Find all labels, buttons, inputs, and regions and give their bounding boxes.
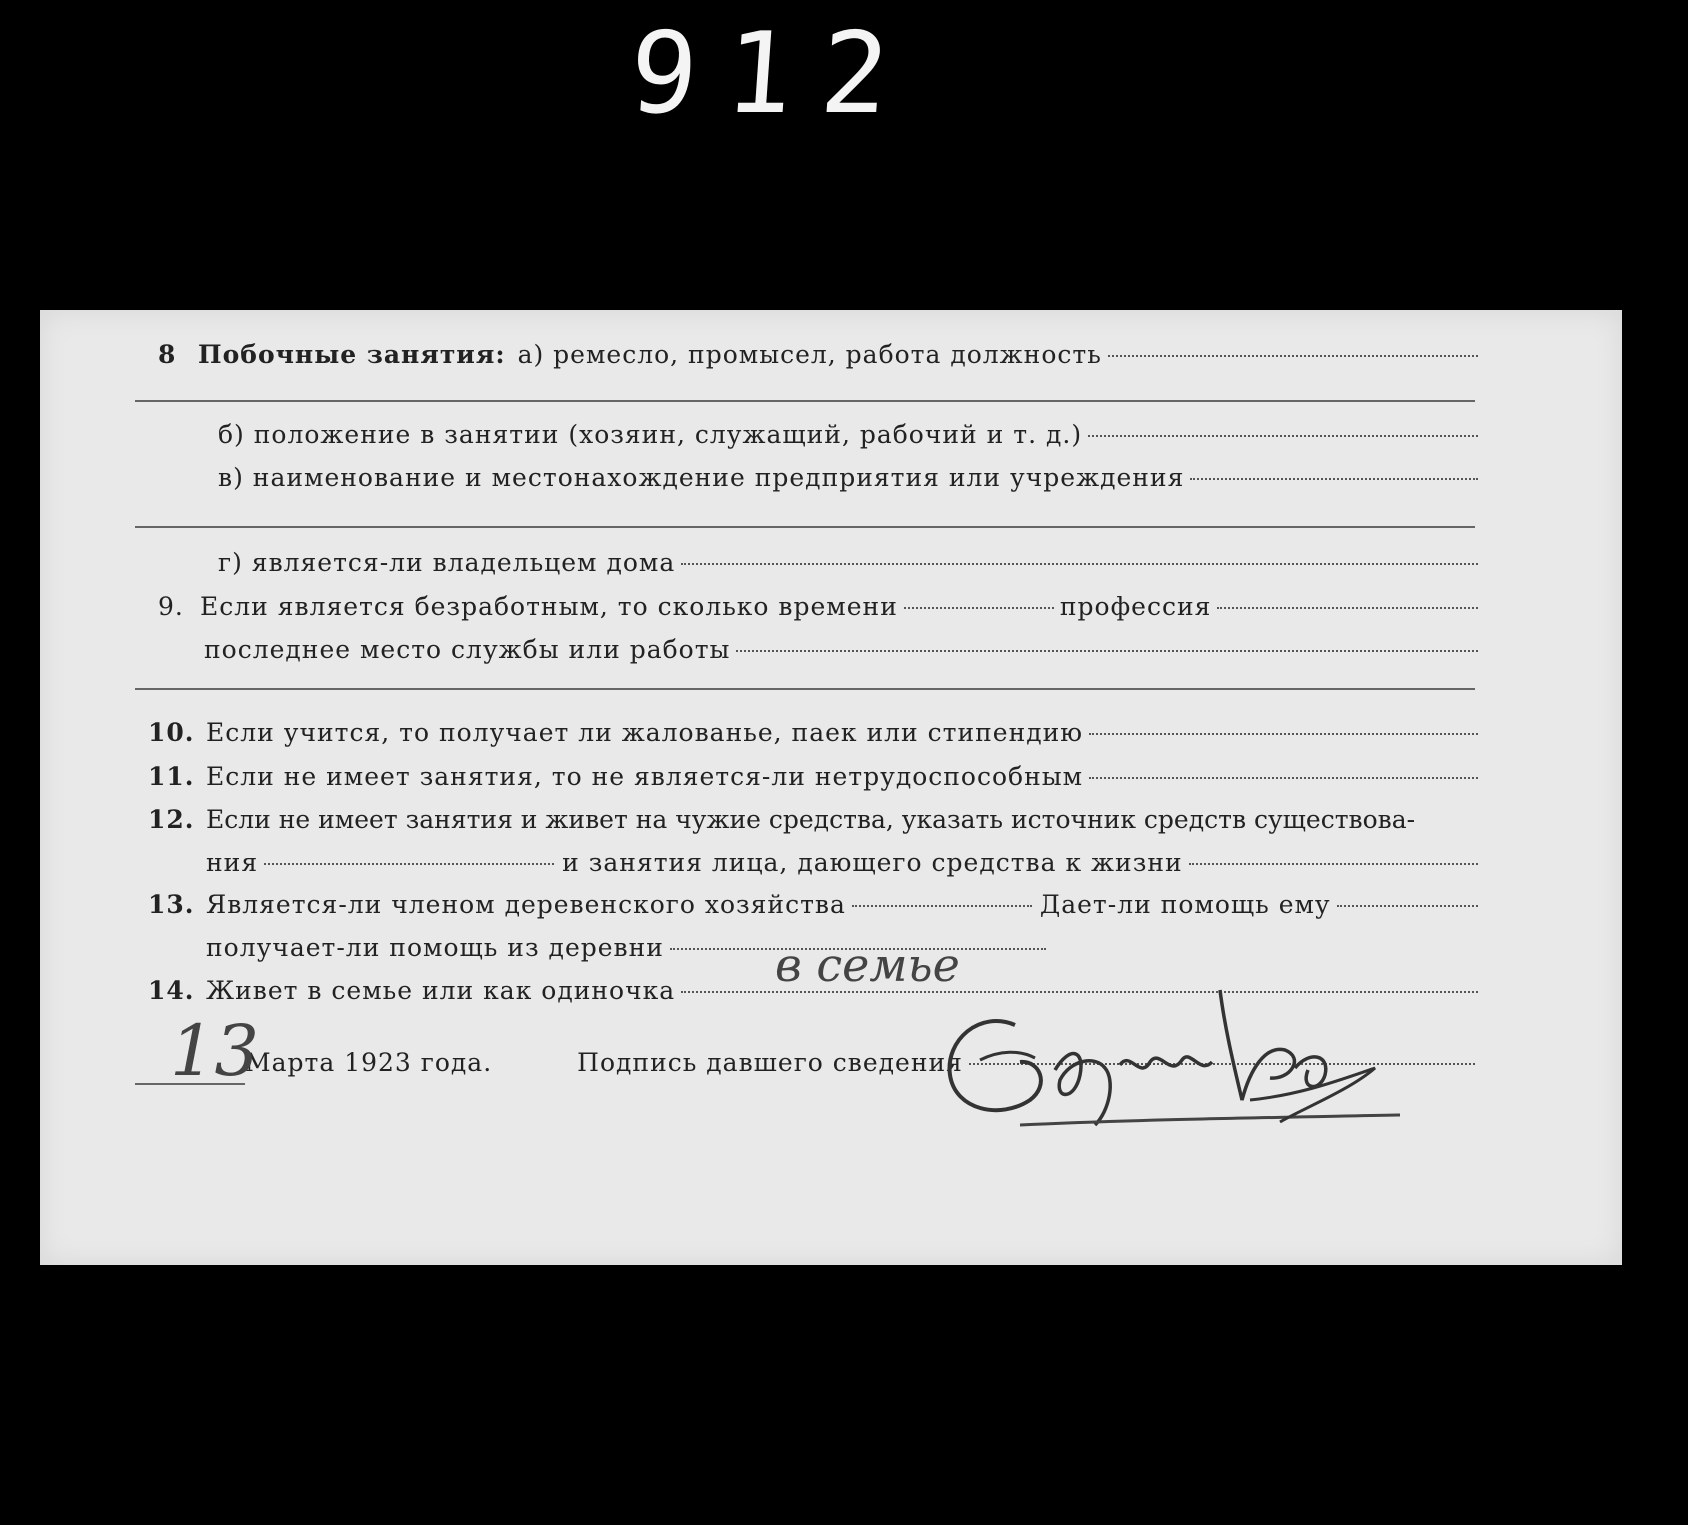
q8-b-answer-line [1088,435,1478,437]
q8-b-label: б) положение в занятии (хозяин, служащий, рабочий и т. д.) [218,420,1083,449]
q12-person-line [1189,863,1478,865]
q13-label: Является-ли членом деревенского хозяйства [206,890,846,919]
q10-label: Если учится, то получает ли жалованье, паек или стипендию [206,718,1084,747]
q8-g-row [218,548,1478,577]
q9-last-line [736,650,1478,652]
frame-number: 912 [625,9,921,139]
q12-cont-b: и занятия лица, дающего средства к жизни [562,848,1183,877]
q13-help-line [1337,905,1478,907]
q13-receive-label: получает-ли помощь из деревни [206,933,664,962]
q9-time-line [904,607,1054,609]
q13-number: 13. [148,890,195,919]
q8-title: Побочные занятия: [198,340,506,369]
q11-number: 11. [148,762,195,791]
q14-handwritten-answer: в семье [775,938,960,992]
q14-number: 14. [148,976,195,1005]
q8-g-label: г) является-ли владельцем дома [218,548,676,577]
q12-source-line [264,863,554,865]
q10-number: 10. [148,718,195,747]
q8-a-second-line [135,400,1475,402]
q11-label: Если не имеет занятия, то не является-ли нетрудоспособным [206,762,1084,791]
q9-prof-label: профессия [1059,592,1212,621]
q11-row [148,762,1478,791]
date-day-handwritten: 13 [170,1010,260,1092]
q9-number: 9. [158,592,184,621]
q8-b-row [218,420,1478,449]
date-label: Марта 1923 года. [245,1048,493,1077]
q8-a-row [158,340,1478,369]
q8-v-second-line [135,526,1475,528]
q10-answer-line [1089,733,1478,735]
q14-label: Живет в семье или как одиночка [206,976,676,1005]
q9-second-line [135,688,1475,690]
q8-number: 8 [158,340,177,369]
questionnaire-card [40,310,1622,1265]
q8-a-label: а) ремесло, промысел, работа должность [517,340,1102,369]
q9-prof-line [1217,607,1478,609]
q8-v-row [218,463,1478,492]
q12-label: Если не имеет занятия и живет на чужие средства, указать источник средств существова- [206,805,1416,834]
signature-label: Подпись давшего сведения [577,1048,963,1077]
q12-row [148,805,1488,834]
q12-cont-row [206,848,1478,877]
q12-number: 12. [148,805,195,834]
q8-g-answer-line [681,563,1478,565]
q11-answer-line [1089,777,1478,779]
q8-v-answer-line [1190,478,1478,480]
q9-last-row [204,635,1478,664]
handwritten-signature [920,950,1460,1150]
q13-member-line [852,905,1032,907]
q8-v-label: в) наименование и местонахождение предприятия или учреждения [218,463,1185,492]
q8-a-answer-line [1108,355,1478,357]
q9-last-label: последнее место службы или работы [204,635,731,664]
q10-row [148,718,1478,747]
q9-row [158,592,1478,621]
q13-row [148,890,1478,919]
q13-help-label: Дает-ли помощь ему [1039,890,1331,919]
q12-cont-a: ния [206,848,259,877]
q9-label: Если является безработным, то сколько времени [200,592,898,621]
